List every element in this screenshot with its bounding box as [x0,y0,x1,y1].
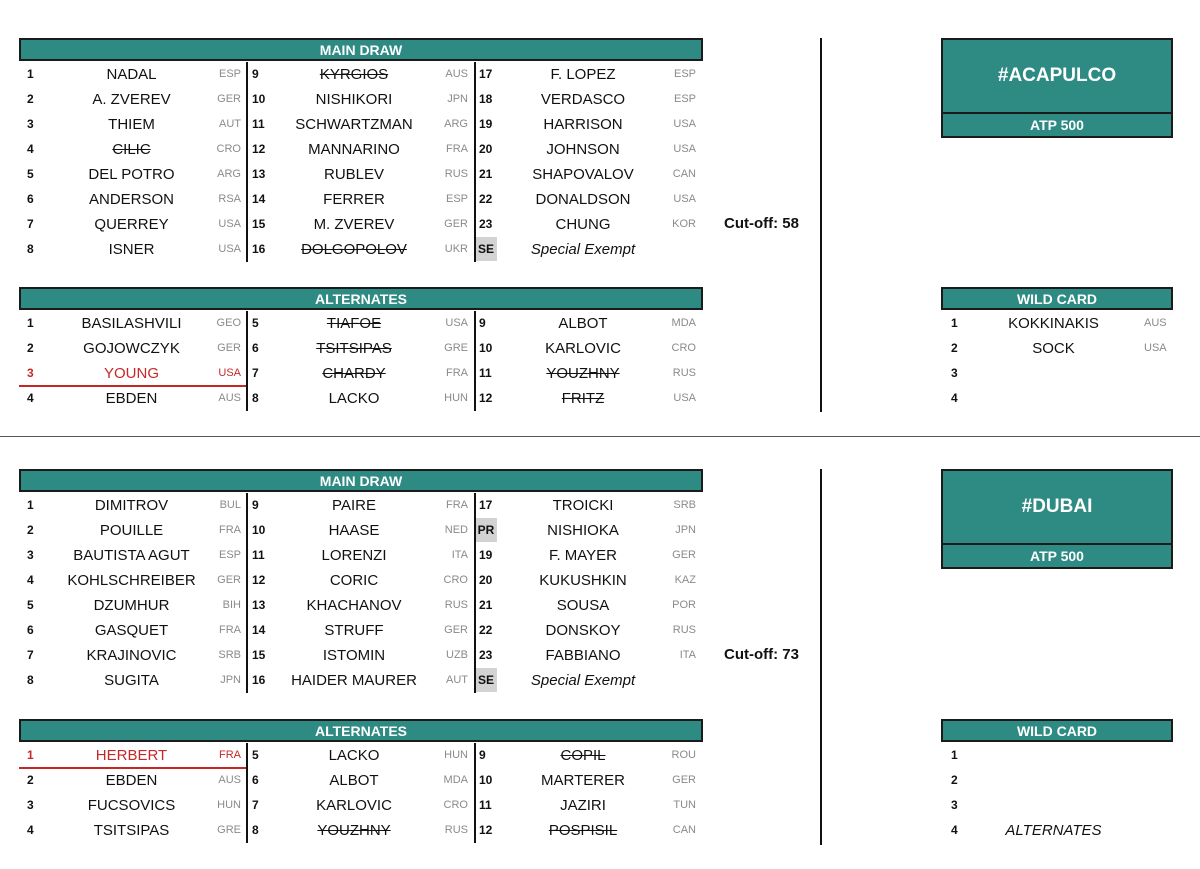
acapulco-alt-country: AUS [218,392,241,404]
acapulco-alt-row [19,361,703,386]
dubai-main-player-name: CORIC [329,572,379,589]
acapulco-main-player-name: KYRGIOS [319,66,389,83]
acapulco-main-country [670,237,696,262]
acapulco-main-player-name: SHAPOVALOV [532,166,634,183]
acapulco-wildcard-country: USA [1144,342,1167,354]
acapulco-main-country: JPN [447,93,468,105]
acapulco-main-player-name: A. ZVEREV [92,91,171,108]
dubai-alt-row [19,743,703,768]
dubai-alt-row [19,768,703,793]
dubai-main-draw-grid [19,493,703,693]
acapulco-main-seed: 22 [479,192,493,206]
dubai-alt-player-name: KARLOVIC [316,797,392,814]
acapulco-main-seed: 19 [479,117,493,131]
acapulco-main-country: ESP [218,68,241,80]
acapulco-wildcard-seed: 4 [951,391,958,405]
acapulco-wildcard-header: WILD CARD [941,287,1173,310]
dubai-main-row [19,543,703,568]
acapulco-alt-country: MDA [671,317,696,329]
dubai-wildcard-seed: 1 [951,748,958,762]
dubai-main-seed: 13 [252,598,266,612]
dubai-main-player-name: DIMITROV [94,497,169,514]
acapulco-alternates-header: ALTERNATES [19,287,703,310]
dubai-alt-row [19,818,703,843]
acapulco-main-player-name: DONALDSON [535,191,631,208]
acapulco-main-player-name: QUERREY [94,216,169,233]
acapulco-main-seed: 5 [27,167,34,181]
acapulco-main-player-name: DOLGOPOLOV [301,241,407,258]
acapulco-level-tag: ATP 500 [941,112,1173,138]
dubai-alt-country: FRA [219,749,241,761]
acapulco-main-country: USA [218,243,241,255]
acapulco-main-player-name: ANDERSON [88,191,174,208]
acapulco-main-column-divider [474,62,476,262]
acapulco-main-player-name: NADAL [106,66,157,83]
acapulco-alt-seed: 2 [27,341,34,355]
dubai-cutoff: Cut-off: 73 [724,646,799,663]
dubai-main-country: GER [444,624,468,636]
acapulco-main-seed: 17 [479,67,493,81]
dubai-main-country: NED [444,524,468,536]
acapulco-main-country: FRA [446,143,468,155]
acapulco-alt-player-name: TIAFOE [326,315,382,332]
dubai-main-player-name: TROICKI [552,497,614,514]
dubai-main-row [19,518,703,543]
acapulco-main-player-name: ISNER [108,241,155,258]
dubai-main-country: UZB [446,649,468,661]
acapulco-main-seed: 8 [27,242,34,256]
acapulco-main-country: ESP [673,93,696,105]
acapulco-main-seed: 9 [252,67,259,81]
dubai-alt-seed: 3 [27,798,34,812]
dubai-alt-country: MDA [443,774,468,786]
dubai-main-seed: 23 [479,648,493,662]
dubai-alt-country: HUN [217,799,241,811]
acapulco-alt-country: USA [218,367,241,379]
dubai-alt-column-divider [246,743,248,843]
acapulco-main-player-name: VERDASCO [540,91,626,108]
dubai-alt-country: CAN [672,824,696,836]
acapulco-wildcard-list [941,311,1173,411]
dubai-alternates-grid [19,743,703,843]
dubai-main-column-divider [474,493,476,693]
dubai-alt-country: HUN [444,749,468,761]
dubai-main-seed: 4 [27,573,34,587]
dubai-alt-row [19,793,703,818]
dubai-main-seed: 16 [252,673,266,687]
dubai-main-seed: 8 [27,673,34,687]
dubai-main-country: POR [672,599,696,611]
dubai-main-country: GER [217,574,241,586]
dubai-alt-seed: 10 [479,773,493,787]
dubai-main-seed: 22 [479,623,493,637]
dubai-main-seed: 15 [252,648,266,662]
acapulco-alt-country: CRO [671,342,696,354]
dubai-main-country: SRB [673,499,696,511]
dubai-main-player-name: HAASE [328,522,380,539]
acapulco-main-country: GER [217,93,241,105]
acapulco-main-draw-grid [19,62,703,262]
acapulco-main-player-name: SCHWARTZMAN [295,116,413,133]
acapulco-alt-country: GEO [216,317,241,329]
dubai-main-country: BUL [219,499,241,511]
acapulco-main-country: ESP [445,193,468,205]
dubai-alt-seed: 7 [252,798,259,812]
acapulco-alt-seed: 9 [479,316,486,330]
acapulco-main-country: ARG [444,118,468,130]
dubai-main-country: FRA [219,524,241,536]
section-divider-horizontal [0,436,1200,437]
acapulco-alt-country: GRE [444,342,468,354]
acapulco-wildcard-country: AUS [1144,317,1167,329]
acapulco-alt-seed: 11 [479,366,492,380]
dubai-wildcard-seed: 4 [951,823,958,837]
acapulco-main-seed: 4 [27,142,34,156]
dubai-main-player-name: KRAJINOVIC [86,647,177,664]
dubai-main-seed: 14 [252,623,266,637]
acapulco-alt-row [19,336,703,361]
dubai-main-player-name: DONSKOY [545,622,621,639]
acapulco-main-seed: 20 [479,142,493,156]
dubai-main-country: ITA [451,549,468,561]
dubai-alt-country: GER [672,774,696,786]
dubai-alt-country: AUS [218,774,241,786]
dubai-main-row [19,568,703,593]
dubai-main-player-name: LORENZI [321,547,387,564]
acapulco-main-player-name: JOHNSON [546,141,620,158]
dubai-alt-seed: 11 [479,798,492,812]
dubai-main-player-name: Special Exempt [530,672,636,689]
dubai-alt-player-name: ALBOT [329,772,379,789]
acapulco-main-country: USA [673,118,696,130]
acapulco-main-country: CAN [672,168,696,180]
acapulco-main-player-name: FERRER [323,191,385,208]
acapulco-alt-country: FRA [446,367,468,379]
acapulco-alt-seed: 4 [27,391,34,405]
acapulco-main-seed: 23 [479,217,493,231]
dubai-main-row [19,593,703,618]
acapulco-main-country: RSA [218,193,241,205]
acapulco-alt-country: USA [445,317,468,329]
acapulco-main-row [19,137,703,162]
dubai-main-player-name: NISHIOKA [547,522,619,539]
acapulco-main-country: CRO [216,143,241,155]
acapulco-main-country: AUS [445,68,468,80]
acapulco-alt-seed: 12 [479,391,493,405]
acapulco-main-seed: 11 [252,117,265,131]
dubai-alt-country: CRO [443,799,468,811]
acapulco-main-column-divider [246,62,248,262]
acapulco-main-row [19,87,703,112]
acapulco-main-seed: 15 [252,217,266,231]
acapulco-alt-player-name: ALBOT [558,315,608,332]
dubai-main-country: JPN [675,524,696,536]
dubai-main-player-name: HAIDER MAURER [291,672,417,689]
dubai-main-country: ESP [218,549,241,561]
dubai-main-country: BIH [222,599,241,611]
dubai-main-player-name: SOUSA [556,597,610,614]
acapulco-alt-player-name: LACKO [328,390,380,407]
acapulco-main-country: USA [673,143,696,155]
acapulco-main-country: USA [218,218,241,230]
dubai-alt-player-name: LACKO [328,747,380,764]
acapulco-main-seed: 13 [252,167,266,181]
acapulco-main-player-name: RUBLEV [323,166,385,183]
acapulco-main-seed: 3 [27,117,34,131]
section-divider-vertical [820,38,822,412]
dubai-alt-player-name: TSITSIPAS [93,822,170,839]
acapulco-main-country: RUS [444,168,468,180]
dubai-alt-player-name: JAZIRI [560,797,606,814]
dubai-main-country: RUS [672,624,696,636]
acapulco-alt-player-name: TSITSIPAS [316,340,392,357]
dubai-main-seed: 3 [27,548,34,562]
dubai-alt-seed: 5 [252,748,259,762]
acapulco-main-player-name: M. ZVEREV [313,216,395,233]
dubai-alt-country: TUN [673,799,696,811]
acapulco-alt-country: USA [673,392,696,404]
dubai-main-row [19,668,703,693]
acapulco-alt-seed: 7 [252,366,259,380]
dubai-main-country: ITA [679,649,696,661]
acapulco-main-country: KOR [672,218,696,230]
dubai-alt-player-name: MARTERER [541,772,625,789]
dubai-main-seed: 10 [252,523,266,537]
dubai-main-country: FRA [219,624,241,636]
acapulco-main-seed: 10 [252,92,266,106]
dubai-main-player-name: BAUTISTA AGUT [73,547,190,564]
dubai-main-player-name: STRUFF [324,622,384,639]
acapulco-main-seed: 2 [27,92,34,106]
dubai-main-player-name: GASQUET [94,622,169,639]
dubai-main-seed: 6 [27,623,34,637]
acapulco-alt-seed: 6 [252,341,259,355]
dubai-alt-seed: 12 [479,823,493,837]
dubai-alt-seed: 8 [252,823,259,837]
dubai-alt-seed: 2 [27,773,34,787]
acapulco-main-country: USA [673,193,696,205]
dubai-main-row [19,493,703,518]
acapulco-alt-player-name: FRITZ [561,390,605,407]
acapulco-main-player-name: MANNARINO [308,141,400,158]
acapulco-alt-seed: 3 [27,366,34,380]
dubai-alt-seed: 9 [479,748,486,762]
dubai-alt-player-name: HERBERT [95,747,168,764]
acapulco-main-seed: 6 [27,192,34,206]
dubai-main-country: JPN [220,674,241,686]
dubai-main-player-name: KHACHANOV [306,597,402,614]
dubai-alt-column-divider [474,743,476,843]
acapulco-main-player-name: DEL POTRO [88,166,175,183]
dubai-main-seed: 20 [479,573,493,587]
acapulco-alt-player-name: BASILASHVILI [81,315,182,332]
dubai-main-player-name: PAIRE [332,497,376,514]
acapulco-main-player-name: F. LOPEZ [550,66,616,83]
acapulco-alt-row [19,386,703,411]
acapulco-main-player-name: NISHIKORI [315,91,393,108]
acapulco-main-player-name: HARRISON [543,116,623,133]
acapulco-main-draw-header: MAIN DRAW [19,38,703,61]
dubai-alt-player-name: COPIL [560,747,606,764]
dubai-alt-player-name: FUCSOVICS [87,797,176,814]
acapulco-wildcard-player-name: KOKKINAKIS [1008,315,1099,332]
dubai-main-draw-header: MAIN DRAW [19,469,703,492]
dubai-main-seed: 7 [27,648,34,662]
acapulco-alt-player-name: GOJOWCZYK [83,340,180,357]
acapulco-alt-column-divider [246,311,248,411]
dubai-main-seed: 17 [479,498,493,512]
acapulco-main-player-name: CILIC [112,141,151,158]
acapulco-alt-player-name: CHARDY [322,365,386,382]
dubai-main-country: GER [672,549,696,561]
acapulco-main-player-name: Special Exempt [530,241,636,258]
dubai-alt-country: GRE [217,824,241,836]
dubai-alt-seed: 1 [27,748,34,762]
acapulco-main-seed: 12 [252,142,266,156]
dubai-alt-player-name: YOUZHNY [317,822,391,839]
dubai-main-country: AUT [446,674,468,686]
dubai-wildcard-header: WILD CARD [941,719,1173,742]
acapulco-main-row [19,237,703,262]
dubai-wildcard-list [941,743,1173,843]
dubai-main-country: CRO [443,574,468,586]
dubai-alt-seed: 4 [27,823,34,837]
dubai-alternates-header: ALTERNATES [19,719,703,742]
dubai-main-player-name: KUKUSHKIN [539,572,627,589]
acapulco-main-country: UKR [444,243,468,255]
acapulco-alt-player-name: KARLOVIC [545,340,621,357]
dubai-main-player-name: DZUMHUR [93,597,170,614]
acapulco-main-row [19,62,703,87]
acapulco-main-row [19,187,703,212]
dubai-wildcard-player-name: ALTERNATES [1005,822,1102,839]
acapulco-main-country: AUT [219,118,241,130]
acapulco-main-seed: 14 [252,192,266,206]
acapulco-main-country: ESP [673,68,696,80]
dubai-main-country: RUS [444,599,468,611]
dubai-main-player-name: KOHLSCHREIBER [67,572,196,589]
acapulco-main-country: ARG [217,168,241,180]
dubai-main-badge: SE [475,668,497,692]
acapulco-alt-column-divider [474,311,476,411]
acapulco-main-seed: 1 [27,67,34,81]
dubai-tournament-tag: #DUBAI [941,469,1173,545]
dubai-level-tag: ATP 500 [941,543,1173,569]
dubai-alt-seed: 6 [252,773,259,787]
dubai-main-badge: PR [475,518,497,542]
dubai-main-seed: 2 [27,523,34,537]
acapulco-cutoff: Cut-off: 58 [724,215,799,232]
dubai-main-row [19,618,703,643]
dubai-wildcard-seed: 2 [951,773,958,787]
section-divider-vertical-2 [820,469,822,845]
acapulco-main-seed: 7 [27,217,34,231]
dubai-main-player-name: F. MAYER [548,547,618,564]
acapulco-alt-seed: 1 [27,316,34,330]
dubai-alt-player-name: POSPISIL [548,822,618,839]
dubai-main-player-name: ISTOMIN [322,647,386,664]
acapulco-main-seed: 21 [479,167,493,181]
dubai-main-player-name: FABBIANO [545,647,621,664]
dubai-main-seed: 12 [252,573,266,587]
acapulco-main-badge: SE [475,237,497,261]
acapulco-alt-seed: 8 [252,391,259,405]
dubai-main-country: KAZ [674,574,696,586]
acapulco-main-row [19,212,703,237]
dubai-main-seed: 1 [27,498,34,512]
acapulco-alt-country: RUS [672,367,696,379]
acapulco-main-row [19,162,703,187]
dubai-wildcard-seed: 3 [951,798,958,812]
dubai-main-seed: 5 [27,598,34,612]
dubai-main-seed: 19 [479,548,493,562]
dubai-main-column-divider [246,493,248,693]
dubai-main-country: FRA [446,499,468,511]
dubai-main-row [19,643,703,668]
acapulco-alt-seed: 5 [252,316,259,330]
dubai-alt-country: ROU [671,749,696,761]
dubai-main-player-name: POUILLE [99,522,164,539]
acapulco-main-row [19,112,703,137]
acapulco-main-seed: 16 [252,242,266,256]
dubai-main-country: SRB [218,649,241,661]
dubai-alt-country: RUS [444,824,468,836]
acapulco-main-seed: 18 [479,92,493,106]
acapulco-alt-seed: 10 [479,341,493,355]
dubai-alt-player-name: EBDEN [105,772,158,789]
acapulco-alternates-grid [19,311,703,411]
acapulco-alt-row [19,311,703,336]
dubai-main-country [670,668,696,693]
acapulco-main-country: GER [444,218,468,230]
dubai-main-seed: 11 [252,548,265,562]
acapulco-wildcard-seed: 2 [951,341,958,355]
acapulco-alt-player-name: EBDEN [105,390,158,407]
acapulco-alt-country: HUN [444,392,468,404]
acapulco-main-player-name: CHUNG [555,216,611,233]
acapulco-wildcard-seed: 1 [951,316,958,330]
dubai-main-player-name: SUGITA [104,672,159,689]
dubai-main-seed: 9 [252,498,259,512]
acapulco-alt-country: GER [217,342,241,354]
acapulco-alt-player-name: YOUZHNY [546,365,620,382]
acapulco-alt-player-name: YOUNG [103,365,159,382]
acapulco-tournament-tag: #ACAPULCO [941,38,1173,114]
acapulco-wildcard-player-name: SOCK [1032,340,1075,357]
dubai-main-seed: 21 [479,598,493,612]
acapulco-main-player-name: THIEM [108,116,155,133]
acapulco-wildcard-seed: 3 [951,366,958,380]
